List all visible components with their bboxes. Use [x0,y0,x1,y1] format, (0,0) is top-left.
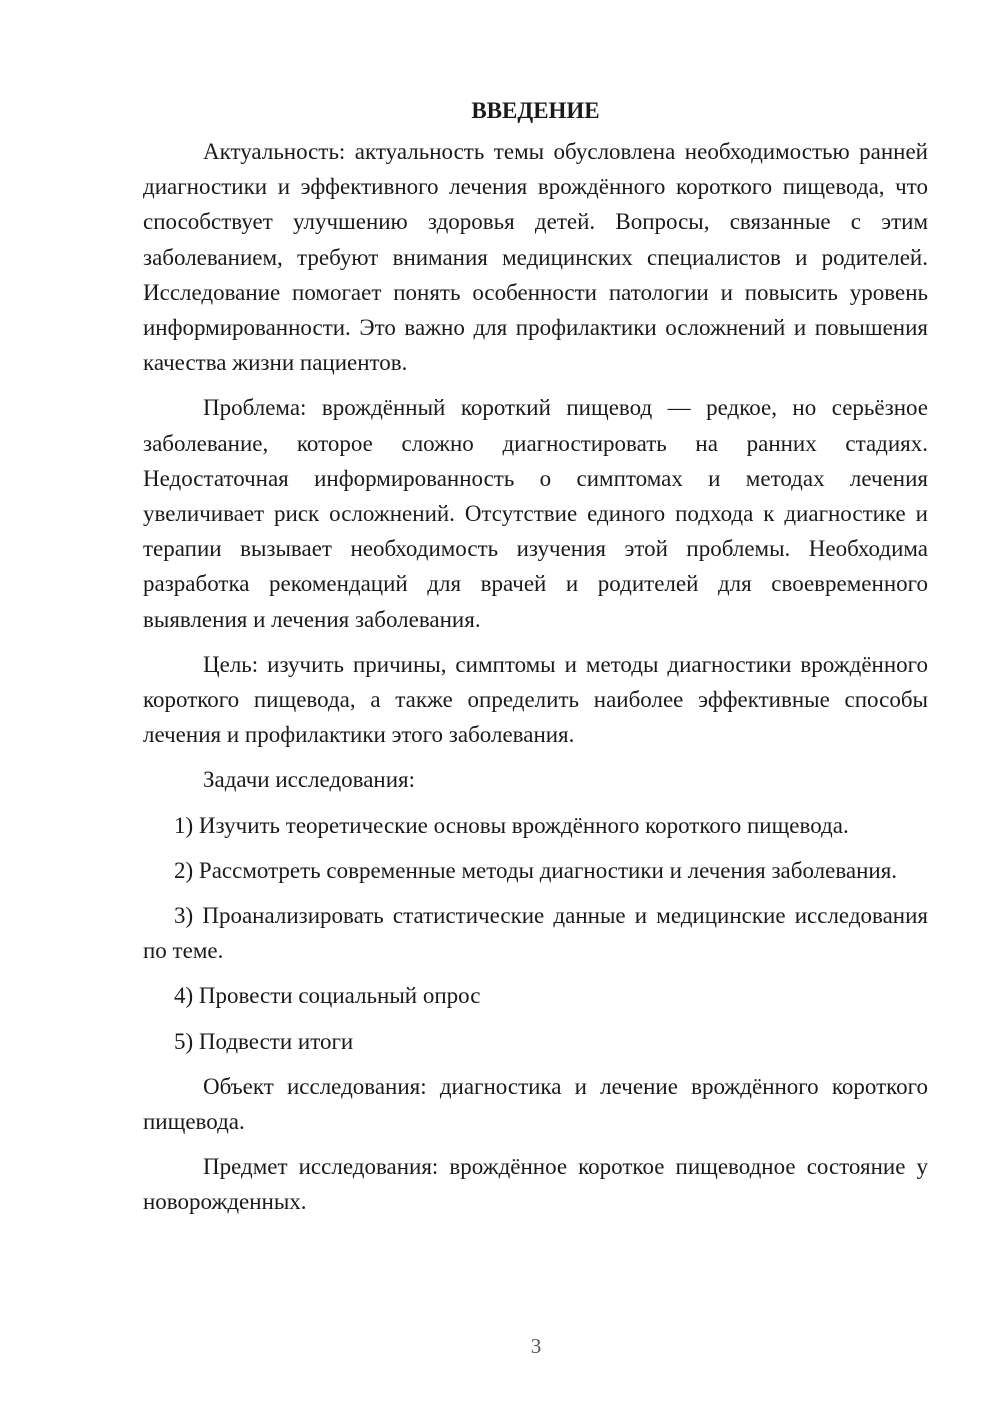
problem-paragraph: Проблема: врождённый короткий пищевод — редкое, но серьёзное заболевание, которое сложно диагностировать на ранних стадиях. Недостаточная информированность о симптомах и методах лечения увеличивает риск осложнений. Отсутствие единого подхода к диагностике и терапии вызывает необходимость изучения этой проблемы. Необходима разработка рекомендаций для врачей и родителей для своевременного выявления и лечения заболевания. [143,395,928,632]
page-number: 3 [530,1334,542,1358]
task-item: 3) Проанализировать статистические данные и медицинские исследования по теме. [143,903,928,964]
section-title: ВВЕДЕНИЕ [471,98,600,123]
goal-paragraph: Цель: изучить причины, симптомы и методы диагностики врождённого короткого пищевода, а также определить наиболее эффективные способы лечения и профилактики этого заболевания. [143,651,928,748]
tasks-heading: Задачи исследования: [203,767,416,793]
subject-paragraph: Предмет исследования: врождённое короткое пищеводное состояние у новорожденных. [143,1154,928,1215]
relevance-paragraph: Актуальность: актуальность темы обусловлена необходимостью ранней диагностики и эффективного лечения врождённого короткого пищевода, что способствует улучшению здоровья детей. Вопросы, связанные с этим заболеванием, требуют внимания медицинских специалистов и родителей. Исследование помогает понять особенности патологии и повысить уровень информированности. Это важно для профилактики осложнений и повышения качества жизни пациентов. [143,139,928,376]
task-item: 4) Провести социальный опрос [174,983,481,1009]
tasks-list [143,808,928,1059]
task-item: 5) Подвести итоги [174,1028,354,1054]
document-page [143,96,928,1230]
task-item: 2) Рассмотреть современные методы диагностики и лечения заболевания. [174,857,898,883]
task-item: 1) Изучить теоретические основы врождённого короткого пищевода. [174,812,849,838]
object-paragraph: Объект исследования: диагностика и лечение врождённого короткого пищевода. [143,1073,928,1135]
